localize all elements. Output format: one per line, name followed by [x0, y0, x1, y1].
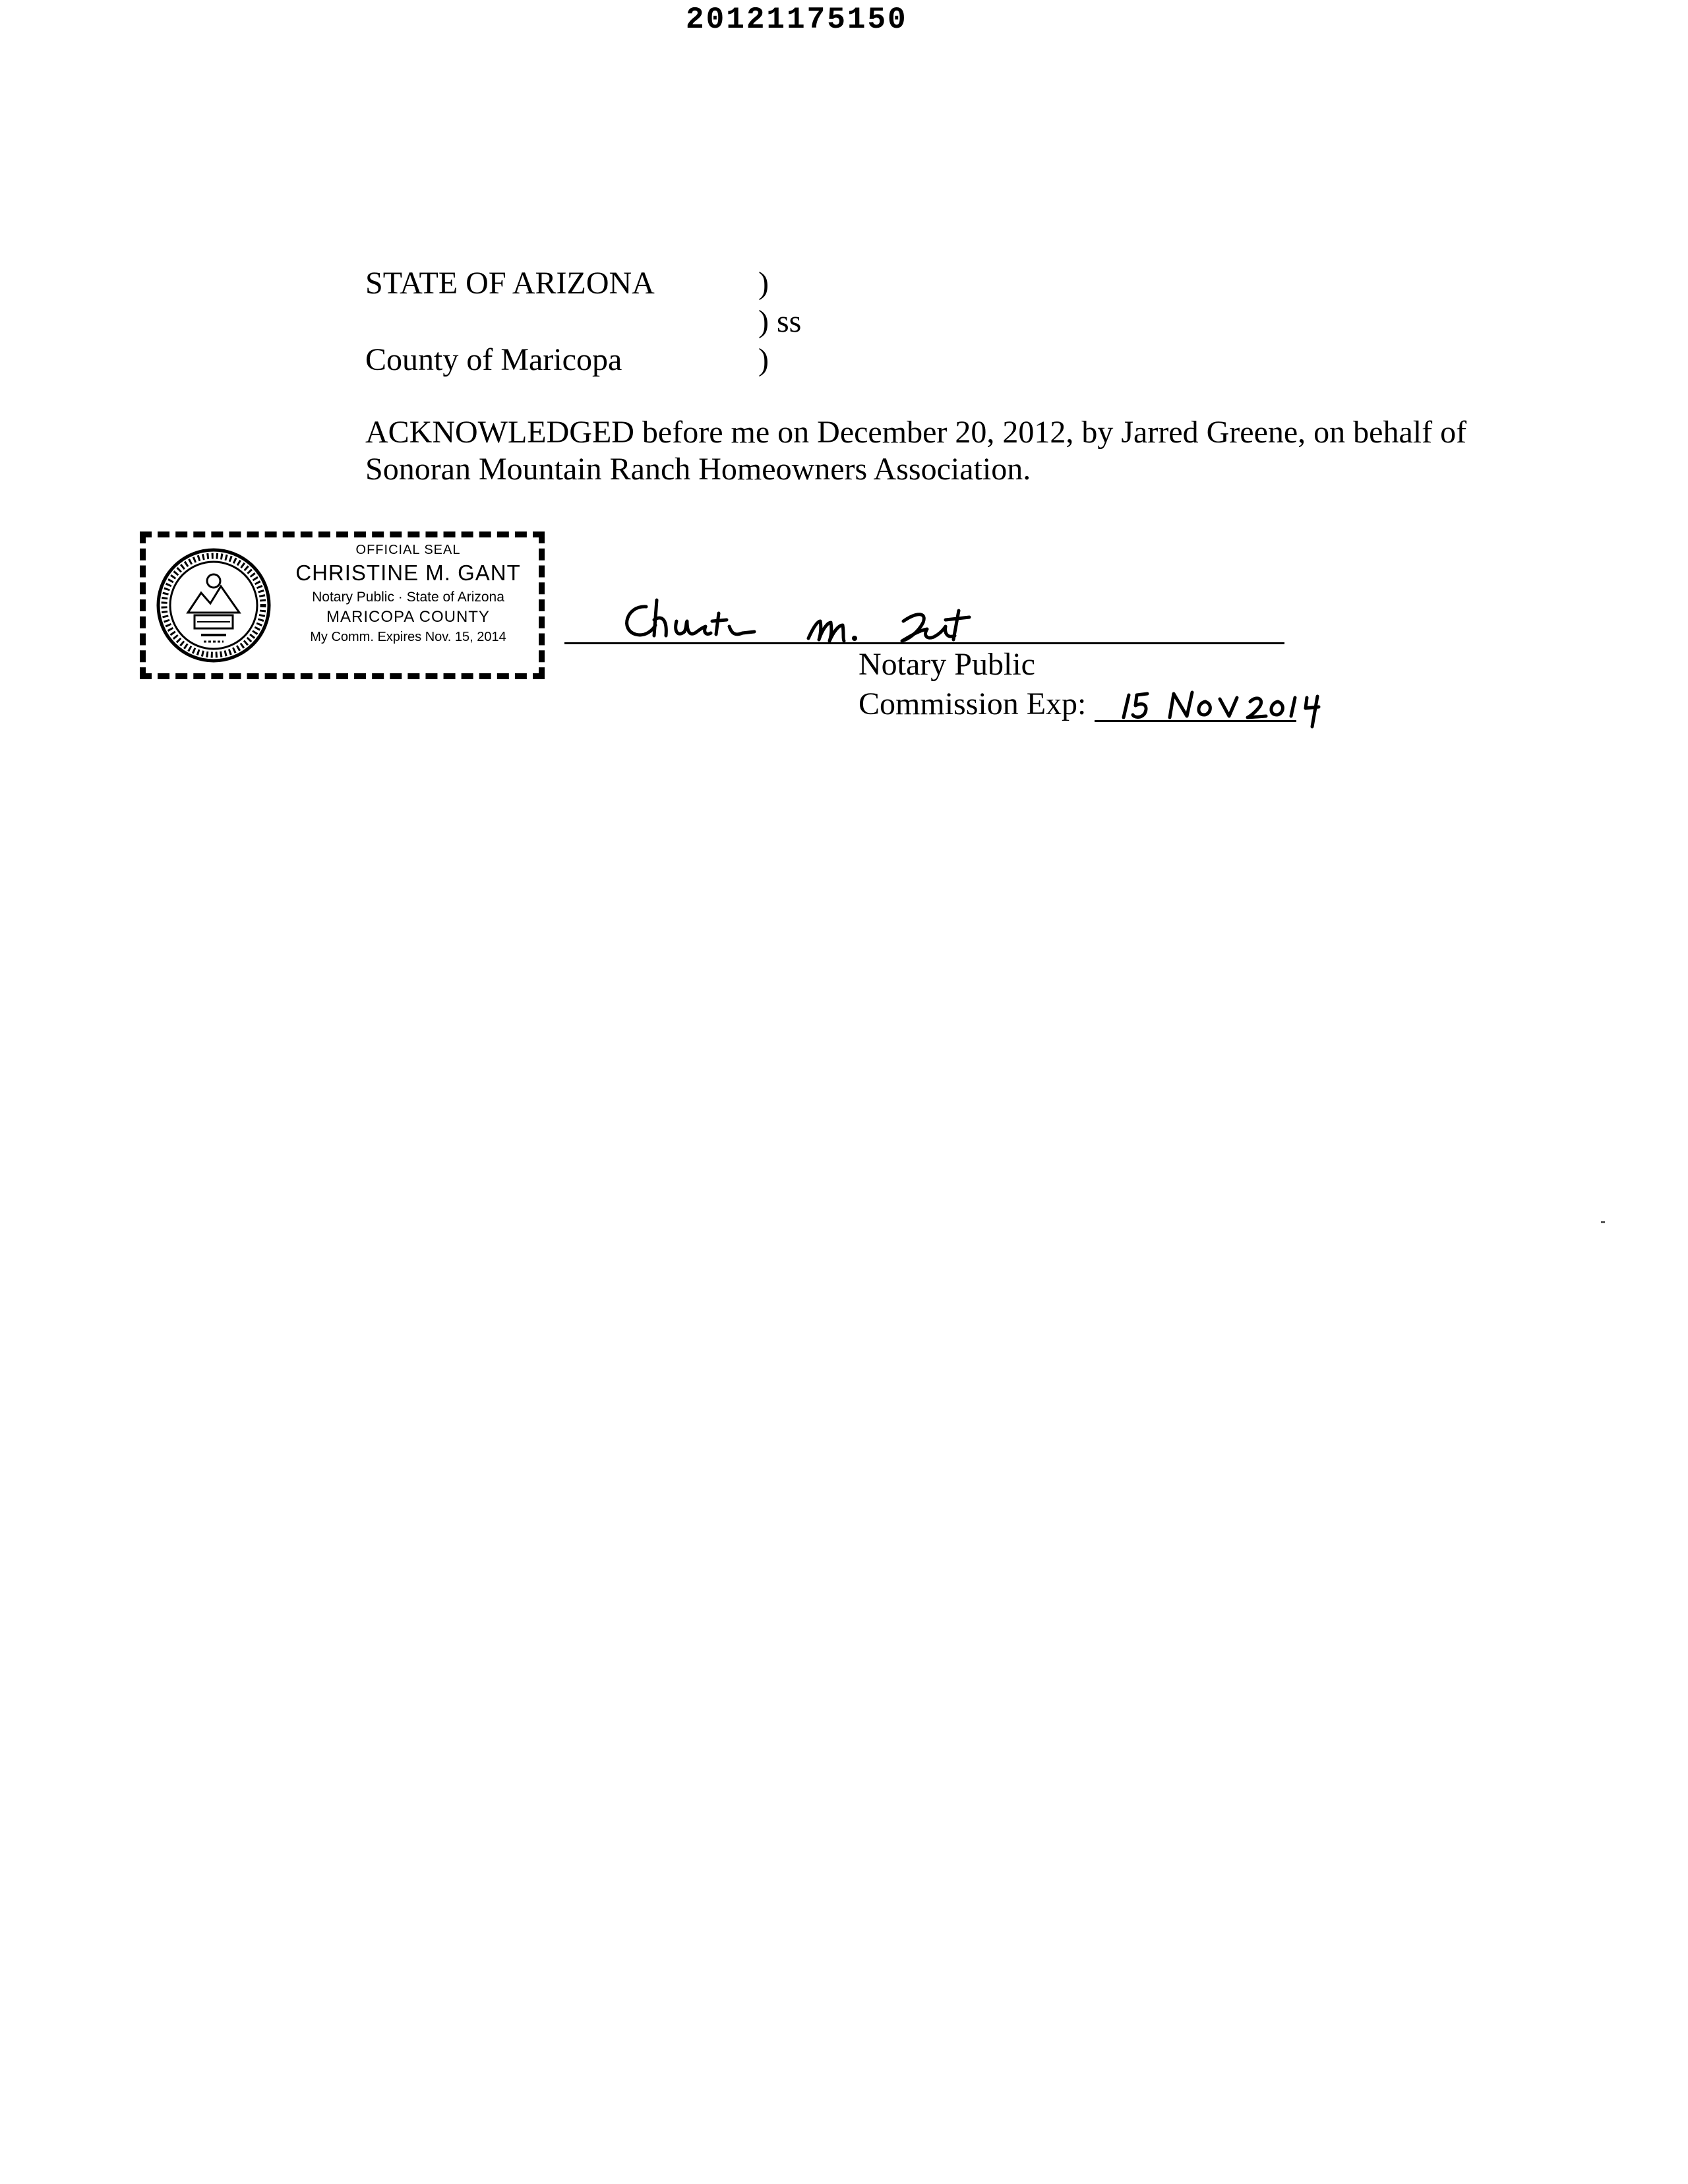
seal-notary-state: Notary Public · State of Arizona [312, 590, 504, 605]
seal-county: MARICOPA COUNTY [326, 608, 490, 626]
notary-public-title: Notary Public [859, 647, 1035, 682]
scan-speck [1601, 1221, 1605, 1223]
recording-number: 20121175150 [686, 3, 908, 37]
seal-expiration: My Comm. Expires Nov. 15, 2014 [310, 630, 506, 644]
commission-exp-handwritten-date [1121, 679, 1332, 732]
seal-official-label: OFFICIAL SEAL [355, 543, 461, 557]
venue-paren-ss: ) ss [758, 304, 802, 339]
commission-exp-label: Commission Exp: [859, 686, 1087, 721]
signature-line [564, 642, 1284, 644]
acknowledgment-paragraph [365, 414, 1499, 488]
venue-state: STATE OF ARIZONA [365, 266, 655, 301]
venue-paren-1: ) [758, 266, 769, 301]
venue-county: County of Maricopa [365, 342, 622, 377]
acknowledgment-line-1: ACKNOWLEDGED before me on December 20, 2012, by Jarred Greene, on behalf of [365, 415, 1467, 450]
arizona-state-seal-icon [155, 547, 272, 664]
acknowledgment-line-2: Sonoran Mountain Ranch Homeowners Association. [365, 452, 1031, 487]
seal-notary-name: CHRISTINE M. GANT [295, 561, 521, 585]
venue-paren-3: ) [758, 342, 769, 377]
notary-seal-stamp [140, 531, 545, 679]
